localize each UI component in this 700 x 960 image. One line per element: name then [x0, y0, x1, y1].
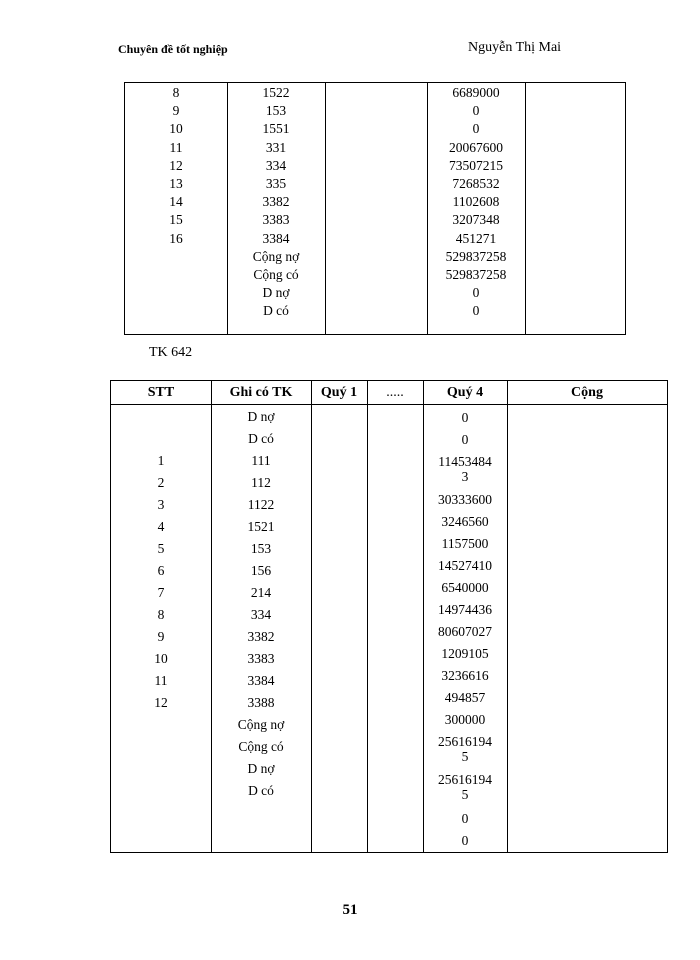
quy4-value-cell: 6540000: [441, 580, 489, 595]
value-cell: 1102608: [452, 194, 500, 210]
stt-cell: 2: [157, 475, 165, 490]
account-cell: Cộng có: [253, 267, 299, 282]
account-cell: D có: [248, 783, 274, 798]
header-left-title: Chuyên đề tốt nghiệp: [118, 42, 228, 56]
account-cell: 3383: [262, 212, 290, 228]
stt-cell: 1: [157, 453, 165, 468]
account-cell: D nợ: [247, 409, 275, 424]
account-cell: 3388: [247, 695, 275, 710]
stt-cell: 12: [169, 157, 183, 173]
stt-cell: 8: [157, 607, 165, 622]
account-cell: 1551: [262, 121, 290, 137]
stt-cell: 11: [169, 139, 183, 155]
quy4-value-cell: 5: [461, 749, 469, 764]
tk642-table: [110, 380, 668, 853]
stt-cell: 16: [169, 230, 183, 246]
stt-cell: 13: [169, 176, 183, 191]
value-cell: 73507215: [449, 157, 503, 173]
quy4-value-cell: 14974436: [438, 602, 492, 617]
stt-cell: 9: [172, 103, 180, 119]
stt-cell: 4: [157, 519, 165, 534]
quy4-value-cell: 3: [461, 469, 469, 484]
account-cell: D có: [248, 431, 274, 446]
page-number: 51: [342, 902, 358, 918]
header-quy-4: Quý 4: [446, 385, 484, 400]
stt-cell: 8: [172, 85, 180, 100]
stt-cell: 11: [154, 673, 168, 688]
header-quy-1: Quý 1: [320, 385, 358, 400]
header-stt: STT: [147, 385, 175, 400]
account-cell: 3384: [247, 673, 275, 688]
stt-cell: 3: [157, 497, 165, 512]
value-cell: 529837258: [445, 267, 507, 282]
stt-cell: 6: [157, 563, 165, 578]
account-cell: 3382: [262, 194, 290, 210]
account-cell: D nợ: [247, 761, 275, 776]
value-cell: 0: [472, 121, 480, 137]
account-cell: 153: [265, 103, 287, 119]
account-cell: 153: [250, 541, 272, 556]
account-cell: 331: [265, 139, 287, 155]
quy4-value-cell: 0: [461, 811, 469, 826]
quy4-value-cell: 1209105: [441, 646, 489, 661]
account-cell: 334: [265, 157, 287, 173]
account-cell: 335: [265, 176, 287, 191]
account-cell: 3383: [247, 651, 275, 666]
value-cell: 7268532: [452, 176, 500, 191]
value-cell: 451271: [455, 230, 497, 246]
account-cell: 334: [250, 607, 272, 622]
account-cell: Cộng có: [238, 739, 284, 754]
account-cell: 1522: [262, 85, 290, 100]
account-cell: D nợ: [262, 285, 290, 301]
account-cell: 1521: [247, 519, 275, 534]
quy4-value-cell: 300000: [444, 712, 486, 727]
quy4-value-cell: 5: [461, 787, 469, 802]
header-cong: Cộng: [571, 385, 603, 400]
quy4-value-cell: 0: [461, 410, 469, 425]
account-cell: 1122: [247, 497, 275, 512]
stt-cell: 5: [157, 541, 165, 556]
account-cell: D có: [263, 303, 289, 319]
value-cell: 0: [472, 285, 480, 301]
account-cell: Cộng nợ: [237, 717, 285, 732]
account-label: TK 642: [149, 345, 193, 360]
stt-cell: 9: [157, 629, 165, 644]
value-cell: 529837258: [445, 248, 507, 264]
value-cell: 0: [472, 103, 480, 119]
header-ghi-co-tk: Ghi có TK: [229, 385, 293, 400]
quy4-value-cell: 494857: [444, 690, 486, 705]
quy4-value-cell: 3246560: [441, 514, 489, 529]
quy4-value-cell: 0: [461, 432, 469, 447]
quy4-value-cell: 3236616: [441, 668, 489, 683]
stt-cell: 10: [154, 651, 168, 666]
ledger-table-continued: [124, 82, 626, 335]
quy4-value-cell: 30333600: [438, 492, 492, 507]
account-cell: 3384: [262, 230, 290, 246]
quy4-value-cell: 14527410: [438, 558, 492, 573]
stt-cell: 7: [157, 585, 165, 600]
value-cell: 0: [472, 303, 480, 319]
account-cell: 214: [250, 585, 272, 600]
quy4-value-cell: 25616194: [438, 734, 492, 749]
account-cell: 112: [251, 475, 271, 490]
stt-cell: 12: [154, 695, 168, 710]
value-cell: 3207348: [452, 212, 500, 228]
account-cell: 156: [250, 563, 272, 578]
header-author: Nguyễn Thị Mai: [468, 40, 562, 55]
quy4-value-cell: 1157500: [441, 536, 489, 551]
stt-cell: 15: [169, 212, 183, 228]
quy4-value-cell: 25616194: [438, 772, 492, 787]
quy4-value-cell: 0: [461, 833, 469, 848]
account-cell: 111: [251, 453, 271, 468]
account-cell: Cộng nợ: [252, 248, 300, 264]
value-cell: 20067600: [449, 139, 503, 155]
stt-cell: 14: [169, 194, 183, 210]
stt-cell: 10: [169, 121, 183, 137]
header-ellipsis: .....: [386, 385, 404, 400]
quy4-value-cell: 80607027: [438, 624, 492, 639]
quy4-value-cell: 11453484: [438, 454, 492, 469]
account-cell: 3382: [247, 629, 275, 644]
value-cell: 6689000: [452, 85, 500, 100]
